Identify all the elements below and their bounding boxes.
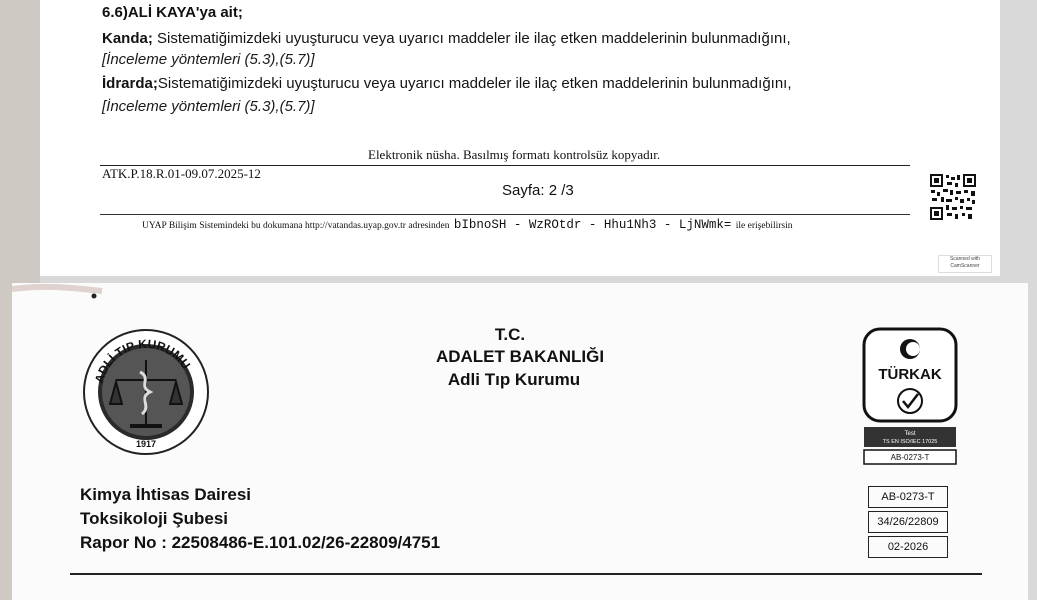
blood-method: [İnceleme yöntemleri (5.3),(5.7)] <box>102 51 315 68</box>
document-page-bottom <box>12 283 1028 600</box>
reference-codes <box>868 486 948 561</box>
uyap-prefix: UYAP Bilişim Sistemindeki bu dokumana http://vatandas.uyap.gov.tr adresinden <box>142 221 450 231</box>
date-code: 02-2026 <box>868 536 948 558</box>
blood-result-line <box>102 30 791 47</box>
header-institution: Adli Tıp Kurumu <box>447 370 581 389</box>
urine-label: İdrarda; <box>102 75 158 92</box>
page-number: Sayfa: 2 /3 <box>502 182 574 199</box>
logo-year: 1917 <box>135 439 157 449</box>
section-title: 6.6)ALİ KAYA'ya ait; <box>102 4 243 21</box>
uyap-access-code: bIbnoSH - WzROtdr - Hhu1Nh3 - LjNWmk= <box>453 218 732 232</box>
report-number: Rapor No : 22508486-E.101.02/26-22809/4751 <box>80 533 441 552</box>
logo-text: ADLİ TIP KURUMU <box>92 336 194 385</box>
qr-code-icon <box>929 173 977 221</box>
file-code: 34/26/22809 <box>868 511 948 533</box>
header-rule <box>70 573 982 575</box>
footer-rule-2 <box>100 214 910 215</box>
blood-result-text: Sistematiğimizdeki uyuşturucu veya uyarıcı maddeler ile ilaç etken maddelerinin bulunmadığını, <box>152 30 791 47</box>
department-name: Kimya İhtisas Dairesi <box>80 485 252 504</box>
urine-result-line <box>102 75 792 92</box>
urine-method: [İnceleme yöntemleri (5.3),(5.7)] <box>102 98 315 115</box>
turkak-accreditation-logo <box>862 327 958 467</box>
uyap-suffix: ile erişebilirsin <box>735 221 793 231</box>
electronic-copy-notice: Elektronik nüsha. Basılmış formatı kontrolsüz kopyadır. <box>368 147 661 162</box>
camscanner-badge: Scanned with CamScanner <box>938 255 992 273</box>
document-code: ATK.P.18.R.01-09.07.2025-12 <box>102 166 261 181</box>
document-page-top <box>40 0 1000 276</box>
header-tc: T.C. <box>494 325 526 344</box>
turkak-code: AB-0273-T <box>890 453 930 462</box>
branch-name: Toksikoloji Şubesi <box>80 509 228 528</box>
uyap-access-line <box>142 218 793 232</box>
turkak-text: TÜRKAK <box>878 366 942 383</box>
header-ministry: ADALET BAKANLIĞI <box>435 347 605 366</box>
turkak-test-label: Test <box>904 431 916 437</box>
turkak-standard: TS EN ISO/IEC 17025 <box>882 439 938 445</box>
blood-label: Kanda; <box>102 30 153 47</box>
adli-tip-kurumu-logo <box>80 326 212 458</box>
accreditation-code: AB-0273-T <box>868 486 948 508</box>
urine-result-text: Sistematiğimizdeki uyuşturucu veya uyarıcı maddeler ile ilaç etken maddelerinin bulunmadığını, <box>157 75 792 92</box>
